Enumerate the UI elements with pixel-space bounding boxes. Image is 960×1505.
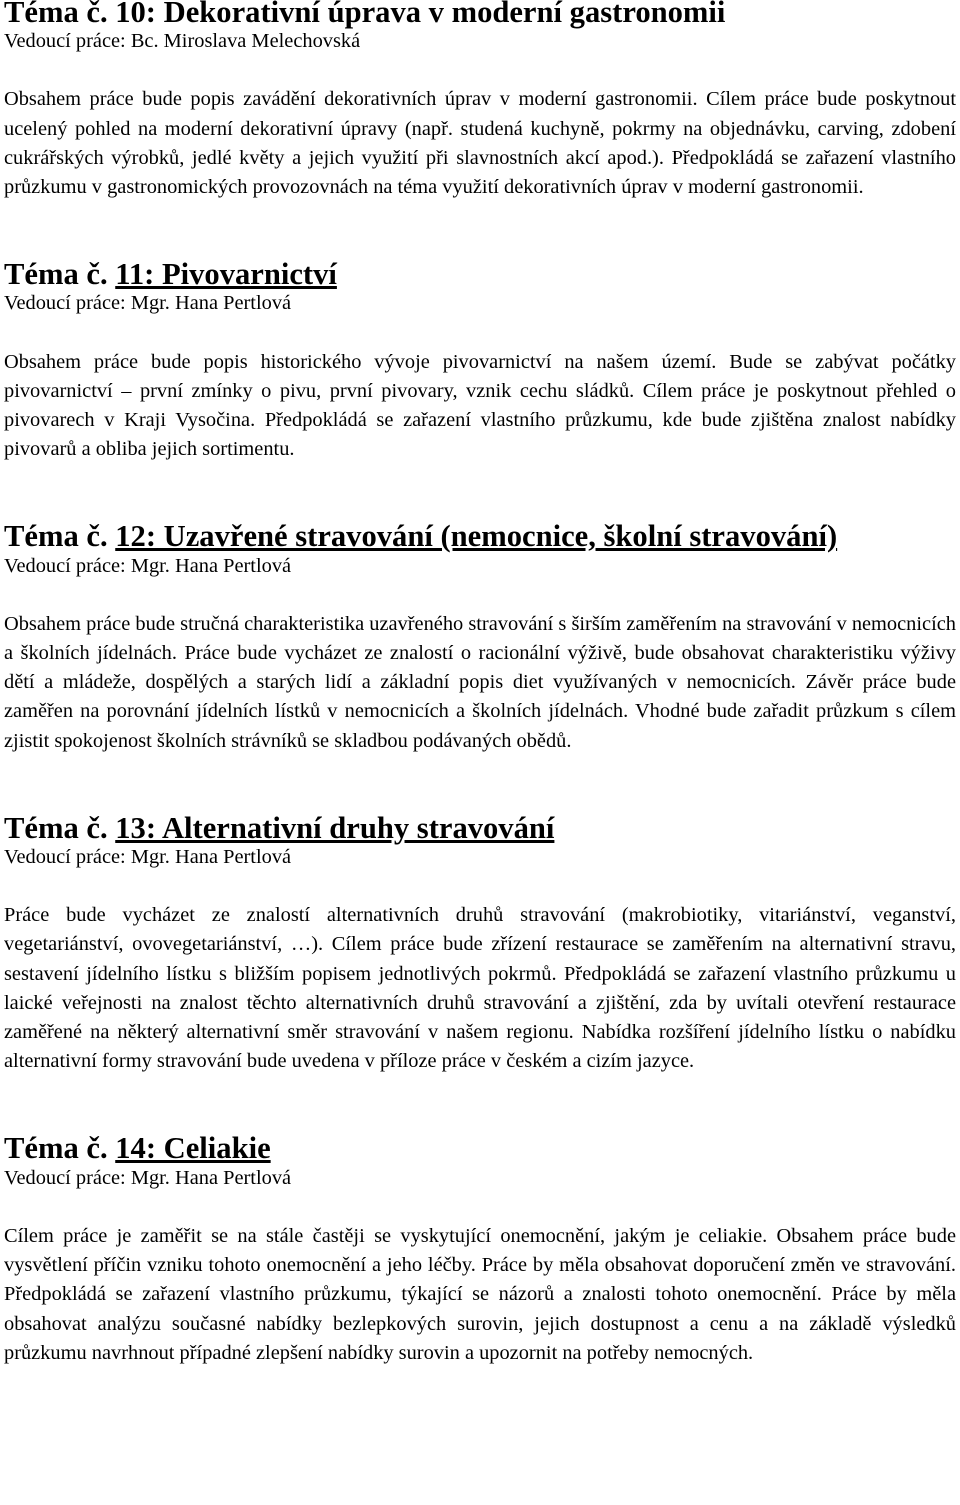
topic-title: [4, 519, 956, 554]
topic-name: 12: Uzavřené stravování (nemocnice, školní stravování): [115, 519, 838, 554]
topic-description: Práce bude vycházet ze znalostí alternativních druhů stravování (makrobiotiky, vitariánství, veganství, vegetariánství, ovovegetariánství, …). Cílem práce bude zřízení restaurace se zaměřením na alternativní stravu, sestavení jídelního lístku s bližším popisem jednotlivých pokrmů. Předpokládá se zařazení vlastního průzkumu u laické veřejnosti na znalost těchto alternativních druhů stravování a zjištění, zda by uvítali otevření restaurace zaměřené na některý alternativní směr stravování v našem regionu. Nabídka rozšíření jídelního lístku o nabídku alternativní formy stravování bude uvedena v příloze práce v českém a cizím jazyce.: [4, 904, 956, 1073]
section-gap: [4, 1076, 956, 1134]
section-gap: [4, 202, 956, 260]
topic-10: [4, 0, 956, 202]
topic-description: Cílem práce je zaměřit se na stále častěji se vyskytující onemocnění, jakým je celiakie. Obsahem práce bude vysvětlení příčin vzniku tohoto onemocnění a jeho léčby. Práce by měla obsahovat doporučení změn ve stravování. Předpokládá se zařazení vlastního průzkumu, týkající se názorů a znalosti tohoto onemocnění. Práce by měla obsahovat analýzu současné nabídky bezlepkových surovin, jejich dostupnost a cenu a na základě výsledků průzkumu navrhnout případné zlepšení nabídky surovin a upozornit na potřeby nemocných.: [4, 1224, 956, 1364]
topic-14: [4, 1131, 956, 1367]
topic-label: Téma č.: [4, 257, 116, 292]
topic-supervisor: Vedoucí práce: Mgr. Hana Pertlová: [4, 846, 292, 869]
topic-supervisor: Vedoucí práce: Bc. Miroslava Melechovská: [4, 30, 361, 53]
topic-13: [4, 810, 956, 1077]
topic-title: [4, 257, 956, 292]
topic-label: Téma č.: [4, 810, 116, 845]
topic-label: Téma č. 10:: [4, 0, 164, 29]
topic-name: Dekorativní úprava v moderní gastronomii: [163, 0, 726, 29]
topic-description: Obsahem práce bude popis zavádění dekorativních úprav v moderní gastronomii. Cílem práce bude poskytnout ucelený pohled na moderní dekorativní úpravy (např. studená kuchyně, pokrmy na objednávku, carving, zdobení cukrářských výrobků, jedlé květy a jejich využití při slavnostních akcí apod.). Předpokládá se zařazení vlastního průzkumu v gastronomických provozovnách na téma využití dekorativních úprav v moderní gastronomii.: [4, 88, 956, 199]
topic-name: 13: Alternativní druhy stravování: [115, 810, 555, 845]
topic-name: 11: Pivovarnictví: [115, 257, 337, 292]
topic-label: Téma č.: [4, 519, 116, 554]
topic-11: [4, 257, 956, 464]
topic-supervisor: Vedoucí práce: Mgr. Hana Pertlová: [4, 292, 292, 315]
topic-12: [4, 519, 956, 755]
topic-supervisor: Vedoucí práce: Mgr. Hana Pertlová: [4, 554, 292, 577]
topic-title: [4, 1131, 956, 1166]
section-gap: [4, 756, 956, 814]
section-gap: [4, 464, 956, 522]
topic-label: Téma č.: [4, 1131, 116, 1166]
topic-title: [4, 0, 956, 27]
topic-description: Obsahem práce bude popis historického vývoje pivovarnictví na našem území. Bude se zabývat počátky pivovarnictví – první zmínky o pivu, první pivovary, vznik cechu sládků. Cílem práce je poskytnout přehled o pivovarech v Kraji Vysočina. Předpokládá se zařazení vlastního průzkumu, kde bude zjištěna znalost nabídky pivovarů a obliba jejich sortimentu.: [4, 350, 956, 461]
topic-name: 14: Celiakie: [115, 1131, 271, 1166]
topic-supervisor: Vedoucí práce: Mgr. Hana Pertlová: [4, 1166, 292, 1189]
topic-description: Obsahem práce bude stručná charakteristika uzavřeného stravování s širším zaměřením na stravování v nemocnicích a školních jídelnách. Práce bude vycházet ze znalostí o racionální výživě, bude obsahovat charakteristiku výživy dětí a mládeže, dospělých a starých lidí a základní popis diet využívaných v nemocnicích. Závěr práce bude zaměřen na porovnání jídelních lístků v nemocnicích a školních jídelnách. Vhodné bude zařadit průzkum s cílem zjistit spokojenost školních strávníků se skladbou podávaných obědů.: [4, 612, 956, 752]
topic-title: [4, 810, 956, 845]
